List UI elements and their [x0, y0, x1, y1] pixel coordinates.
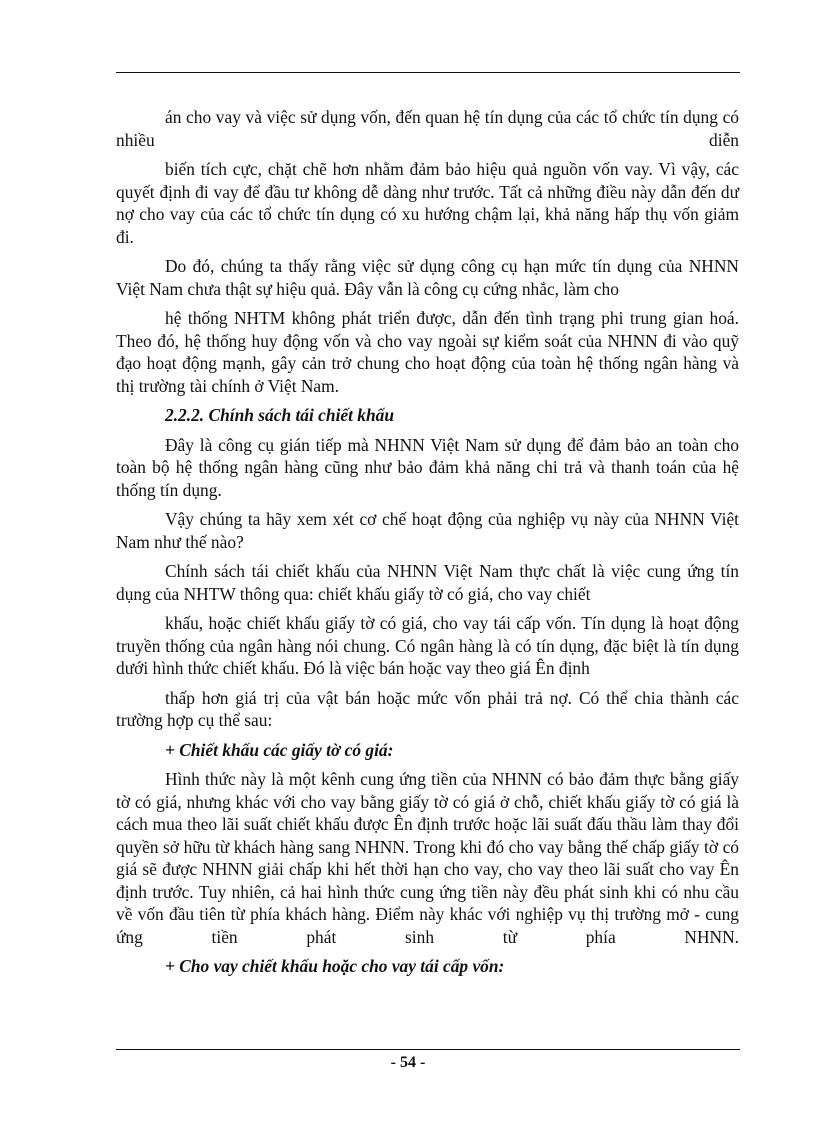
paragraph-2a: Do đó, chúng ta thấy rằng việc sử dụng công cụ hạn mức tín dụng của NHNN Việt Nam chưa thật sự hiệu quả. Đây vẫn là công cụ cứng nhắc, làm cho — [116, 256, 739, 299]
paragraph-2b: hệ thống NHTM không phát triển được, dẫn đến tình trạng phi trung gian hoá. Theo đó, hệ thống huy động vốn và cho vay ngoài sự kiểm soát của NHNN đi vào quỹ đạo hoạt động mạnh, gây cản trở chung cho hoạt động của toàn hệ thống ngân hàng và thị trường tài chính ở Việt Nam. — [116, 308, 739, 396]
paragraph-4: Vậy chúng ta hãy xem xét cơ chế hoạt động của nghiệp vụ này của NHNN Việt Nam như thế nào? — [116, 509, 739, 552]
subheading-discount: + Chiết khấu các giấy tờ có giá: — [165, 739, 394, 760]
paragraph-5c: thấp hơn giá trị của vật bán hoặc mức vốn phải trả nợ. Có thể chia thành các trường hợp cụ thể sau: — [116, 687, 739, 730]
paragraph-5a: Chính sách tái chiết khấu của NHNN Việt Nam thực chất là việc cung ứng tín dụng của NHTW thông qua: chiết khấu giấy tờ có giá, cho vay chiết — [116, 561, 739, 604]
page-number: - 54 - — [390, 1054, 426, 1071]
header-rule — [116, 72, 740, 73]
paragraph-1a: án cho vay và việc sử dụng vốn, đến quan hệ tín dụng của các tổ chức tín dụng có nhiều diễn — [116, 107, 739, 150]
paragraph-6: Hình thức này là một kênh cung ứng tiền của NHNN có bảo đảm thực bằng giấy tờ có giá, nhưng khác với cho vay bằng giấy tờ có giá ở chỗ, chiết khấu giấy tờ có giá là cách mua theo lãi suất chiết khấu được Ên định trước hoặc lãi suất đấu thầu làm thay đổi quyền sở hữu từ khách hàng sang NHNN. Trong khi đó cho vay bằng thế chấp giấy tờ có giá sẽ được NHNN giải chấp khi hết thời hạn cho vay, cho vay theo lãi suất cho vay Ên định trước. Tuy nhiên, cả hai hình thức cung ứng tiền này đều phát sinh khi có nhu cầu về vốn đầu tiên từ phía khách hàng. Điểm này khác với nghiệp vụ thị trường mở - cung ứng tiền phát sinh từ phía NHNN. — [116, 769, 739, 947]
footer-rule — [116, 1049, 740, 1050]
paragraph-3: Đây là công cụ gián tiếp mà NHNN Việt Nam sử dụng để đảm bảo an toàn cho toàn bộ hệ thống ngân hàng cũng như bảo đảm khả năng chi trả và thanh toán của hệ thống tín dụng. — [116, 434, 739, 500]
subheading-refinance: + Cho vay chiết khấu hoặc cho vay tái cấp vốn: — [165, 956, 505, 976]
paragraph-1b: biến tích cực, chặt chẽ hơn nhằm đảm bảo hiệu quả nguồn vốn vay. Vì vậy, các quyết định đi vay để đầu tư không dễ dàng như trước. Tất cả những điều này dẫn đến dư nợ cho vay của các tổ chức tín dụng có xu hướng chậm lại, khả năng hấp thụ vốn giảm đi. — [116, 159, 739, 247]
page-body — [116, 106, 739, 978]
section-heading: 2.2.2. Chính sách tái chiết khấu — [165, 405, 395, 425]
paragraph-5b: khấu, hoặc chiết khấu giấy tờ có giá, cho vay tái cấp vốn. Tín dụng là hoạt động truyền thống của ngân hàng nói chung. Có ngân hàng là có tín dụng, đặc biệt là tín dụng dưới hình thức chiết khấu. Đó là việc bán hoặc vay theo giá Ên định — [116, 613, 739, 678]
